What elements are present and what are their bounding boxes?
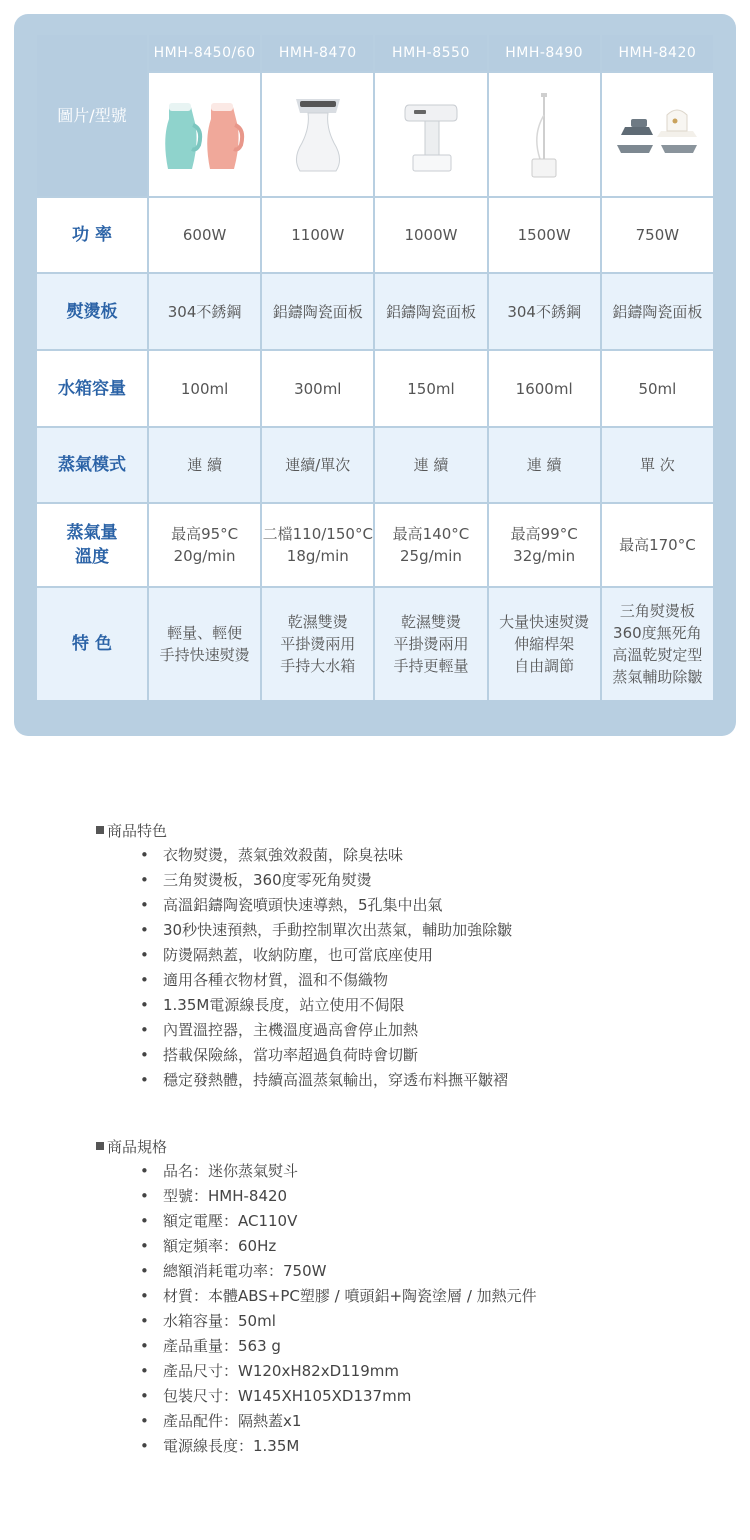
power-value: 1500W [489,198,600,272]
corner-cell [37,35,147,196]
list-item: • 產品尺寸：W120xH82xD119mm [140,1359,537,1384]
feature-line: 大量快速熨燙 [499,613,590,631]
plate-value: 鋁鑄陶瓷面板 [375,274,486,349]
features-title-text: 商品特色 [107,822,168,840]
steam-line: 32g/min [513,547,576,565]
row-label-line: 蒸氣量 [66,523,118,543]
model-header: HMH-8470 [262,35,373,71]
tank-value: 150ml [375,351,486,426]
mode-value: 單 次 [602,428,713,502]
row-label: 功 率 [37,198,147,272]
list-item: • 產品重量：563 g [140,1334,537,1359]
mode-value: 連 續 [375,428,486,502]
temp-line: 最高95°C [171,525,239,543]
mini-steam-iron-icon [607,85,707,185]
mode-value: 連 續 [149,428,260,502]
list-item: • 防燙隔熱蓋，收納防塵，也可當底座使用 [140,943,512,968]
steam-temp-value [262,504,373,586]
tank-value: 300ml [262,351,373,426]
mode-row [37,428,713,502]
steam-line: 18g/min [286,547,349,565]
plate-value: 鋁鑄陶瓷面板 [602,274,713,349]
specs-list [140,1159,537,1459]
list-item: • 電源線長度：1.35M [140,1434,537,1459]
feature-value [262,588,373,700]
row-label [37,504,147,586]
steam-temp-value [149,504,260,586]
row-label: 蒸氣模式 [37,428,147,502]
mode-value: 連 續 [489,428,600,502]
feature-line: 蒸氣輔助除皺 [612,668,703,686]
feature-line: 平掛燙兩用 [280,635,356,653]
list-item: • 型號：HMH-8420 [140,1184,537,1209]
specs-section-title [96,1136,167,1157]
product-image-cell [489,73,600,196]
row-label: 特 色 [37,588,147,700]
temp-line: 最高99°C [510,525,578,543]
list-item: • 30秒快速預熱，手動控制單次出蒸氣，輔助加強除皺 [140,918,512,943]
feature-line: 高溫乾熨定型 [612,646,703,664]
list-item: • 衣物熨燙，蒸氣強效殺菌，除臭祛味 [140,843,512,868]
feature-value [149,588,260,700]
row-label: 水箱容量 [37,351,147,426]
square-bullet-icon [96,826,104,834]
tank-value: 1600ml [489,351,600,426]
product-image-cell [262,73,373,196]
row-label-line: 溫度 [75,547,109,567]
steam-temp-value [375,504,486,586]
list-item: • 三角熨燙板，360度零死角熨燙 [140,868,512,893]
plate-value: 304不銹鋼 [489,274,600,349]
model-header: HMH-8550 [375,35,486,71]
power-row [37,198,713,272]
feature-line: 手持大水箱 [280,657,356,675]
list-item: • 水箱容量：50ml [140,1309,537,1334]
list-item: • 穩定發熱體，持續高溫蒸氣輸出，穿透布料撫平皺褶 [140,1068,512,1093]
power-value: 750W [602,198,713,272]
steam-temp-value [602,504,713,586]
list-item: • 材質：本體ABS+PC塑膠 / 噴頭鋁+陶瓷塗層 / 加熱元件 [140,1284,537,1309]
power-value: 1000W [375,198,486,272]
feature-line: 三角熨燙板 [619,602,695,620]
temp-line: 二檔110/150°C [262,525,373,543]
feature-value [602,588,713,700]
features-list [140,843,512,1093]
product-image-cell [602,73,713,196]
list-item: • 適用各種衣物材質，溫和不傷織物 [140,968,512,993]
feature-line: 手持更輕量 [393,657,469,675]
handheld-steamer-pair-icon [155,85,255,185]
list-item: • 總額消耗電功率：750W [140,1259,537,1284]
plate-value: 304不銹鋼 [149,274,260,349]
temp-line: 最高170°C [619,536,696,554]
list-item: • 產品配件：隔熱蓋x1 [140,1409,537,1434]
feature-line: 伸縮桿架 [514,635,575,653]
steam-temp-value [489,504,600,586]
tank-value: 100ml [149,351,260,426]
product-image-cell [149,73,260,196]
tank-value: 50ml [602,351,713,426]
feature-line: 平掛燙兩用 [393,635,469,653]
square-bullet-icon [96,1142,104,1150]
standing-garment-steamer-icon [494,85,594,185]
list-item: • 額定頻率：60Hz [140,1234,537,1259]
power-value: 1100W [262,198,373,272]
features-section-title [96,820,167,841]
list-item: • 搭載保險絲，當功率超過負荷時會切斷 [140,1043,512,1068]
list-item: • 包裝尺寸：W145XH105XD137mm [140,1384,537,1409]
compact-steamer-icon [381,85,481,185]
specs-title-text: 商品規格 [107,1138,168,1156]
feature-line: 手持快速熨燙 [159,646,250,664]
feature-value [489,588,600,700]
model-header: HMH-8450/60 [149,35,260,71]
power-value: 600W [149,198,260,272]
tank-row [37,351,713,426]
feature-line: 自由調節 [514,657,575,675]
list-item: • 內置溫控器，主機溫度過高會停止加熱 [140,1018,512,1043]
list-item: • 高溫鋁鑄陶瓷噴頭快速導熱，5孔集中出氣 [140,893,512,918]
steam-line: 25g/min [399,547,462,565]
mode-value: 連續/單次 [262,428,373,502]
plate-row [37,274,713,349]
feature-line: 乾濕雙燙 [400,613,461,631]
product-image-cell [375,73,486,196]
model-header: HMH-8420 [602,35,713,71]
model-header-row [37,35,713,71]
temp-line: 最高140°C [392,525,470,543]
features-row [37,588,713,700]
feature-value [375,588,486,700]
list-item: • 品名：迷你蒸氣熨斗 [140,1159,537,1184]
steam-temp-row [37,504,713,586]
steam-line: 20g/min [173,547,236,565]
feature-line: 360度無死角 [613,624,702,642]
list-item: • 1.35M電源線長度，站立使用不侷限 [140,993,512,1018]
row-label: 熨燙板 [37,274,147,349]
list-item: • 額定電壓：AC110V [140,1209,537,1234]
model-header: HMH-8490 [489,35,600,71]
comparison-table [35,33,715,702]
plate-value: 鋁鑄陶瓷面板 [262,274,373,349]
corner-label: 圖片/型號 [57,105,127,125]
feature-line: 輕量、輕便 [167,624,243,642]
handheld-steamer-white-icon [268,85,368,185]
feature-line: 乾濕雙燙 [287,613,348,631]
